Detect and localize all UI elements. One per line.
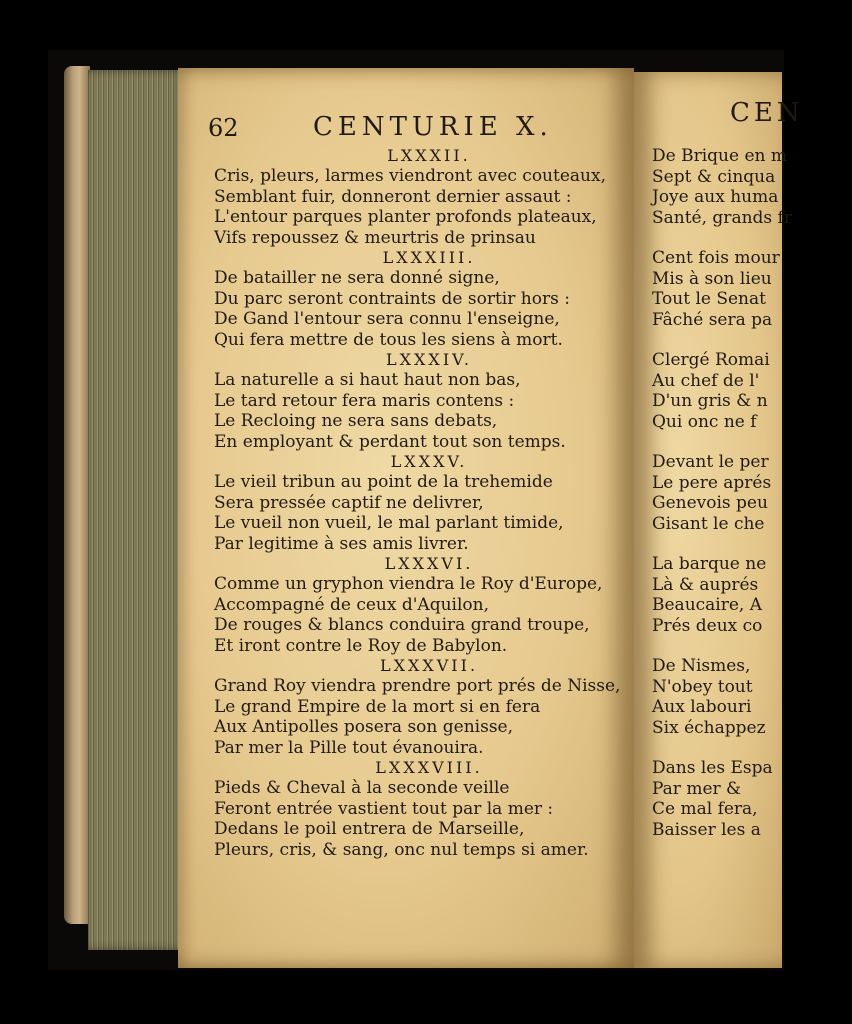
verse-line: La naturelle a si haut haut non bas, xyxy=(214,370,521,390)
book-spine xyxy=(64,66,90,924)
right-verse-line: Mis à son lieu xyxy=(652,268,772,289)
left-page-header xyxy=(208,112,628,148)
right-verse-line: De Brique en m xyxy=(652,146,787,166)
right-stanza xyxy=(652,350,852,432)
verse-line: Dedans le poil entrera de Marseille, xyxy=(214,819,525,839)
verse-line: De batailler ne sera donné signe, xyxy=(214,268,500,288)
quatrain-number: LXXXVIII. xyxy=(375,758,483,777)
right-verse-line: Dans les Espa xyxy=(652,758,773,778)
right-verse-line: Ce mal fera, xyxy=(652,799,758,819)
right-verse-line: Aux labouri xyxy=(652,697,752,717)
right-verse-line: Clergé Romai xyxy=(652,350,770,370)
quatrain xyxy=(214,248,624,350)
quatrain xyxy=(214,758,624,860)
verse-line: Pleurs, cris, & sang, onc nul temps si amer. xyxy=(214,839,589,860)
right-verse-line: Au chef de l' xyxy=(652,370,760,391)
verse-line: Et iront contre le Roy de Babylon. xyxy=(214,635,508,656)
right-verse-line: Sept & cinqua xyxy=(652,166,776,187)
quatrain xyxy=(214,146,624,248)
quatrain-number: LXXXVII. xyxy=(379,656,479,675)
right-stanza xyxy=(652,452,852,534)
right-verse-line: Par mer & xyxy=(652,778,742,799)
right-verse-line: Genevois peu xyxy=(652,493,768,513)
quatrain xyxy=(214,452,624,554)
right-verse-line: Gisant le che xyxy=(652,513,765,534)
quatrain-number: LXXXII. xyxy=(387,146,471,165)
right-stanza xyxy=(652,656,852,738)
verse-line: Le grand Empire de la mort si en fera xyxy=(214,696,541,717)
verse-line: Comme un gryphon viendra le Roy d'Europe, xyxy=(214,574,603,594)
stanza-gap xyxy=(652,636,852,656)
right-verse-list xyxy=(652,146,852,840)
right-verse-line: Qui onc ne f xyxy=(652,411,757,432)
verse-line: Par mer la Pille tout évanouira. xyxy=(214,737,484,758)
right-page xyxy=(634,72,804,968)
right-stanza xyxy=(652,248,852,330)
verse-line: De Gand l'entour sera connu l'enseigne, xyxy=(214,309,560,329)
right-verse-line: Fâché sera pa xyxy=(652,309,773,330)
quatrain xyxy=(214,554,624,656)
quatrain-number: LXXXVI. xyxy=(384,554,474,573)
verse-line: Aux Antipolles posera son genisse, xyxy=(214,717,514,737)
verse-line: Pieds & Cheval à la seconde veille xyxy=(214,778,510,798)
right-verse-line: Cent fois mour xyxy=(652,248,780,268)
verse-line: Le tard retour fera maris contens : xyxy=(214,390,515,411)
quatrain-list xyxy=(214,146,624,860)
right-verse-line: D'un gris & n xyxy=(652,391,768,411)
right-verse-line: Prés deux co xyxy=(652,615,763,636)
right-stanza xyxy=(652,554,852,636)
verse-line: Le Recloing ne sera sans debats, xyxy=(214,411,498,431)
verse-line: Accompagné de ceux d'Aquilon, xyxy=(214,594,489,615)
verse-line: Qui fera mettre de tous les siens à mort. xyxy=(214,329,563,350)
quatrain-number: LXXXV. xyxy=(390,452,468,471)
right-verse-line: De Nismes, xyxy=(652,656,751,676)
verse-line: Le vieil tribun au point de la trehemide xyxy=(214,472,553,492)
right-stanza xyxy=(652,146,852,228)
right-verse-line: Tout le Senat xyxy=(652,289,766,309)
right-running-head: CEN xyxy=(730,98,804,128)
right-verse-line: Santé, grands fr xyxy=(652,207,792,228)
quatrain xyxy=(214,350,624,452)
verse-line: Vifs repoussez & meurtris de prinsau xyxy=(214,227,536,248)
verse-line: L'entour parques planter profonds plateaux, xyxy=(214,207,597,227)
quatrain-number: LXXXIII. xyxy=(382,248,476,267)
right-verse-line: Le pere aprés xyxy=(652,472,772,493)
right-verse-line: N'obey tout xyxy=(652,676,753,697)
verse-line: Grand Roy viendra prendre port prés de Nisse, xyxy=(214,676,621,696)
verse-line: En employant & perdant tout son temps. xyxy=(214,431,566,452)
page-number: 62 xyxy=(208,114,239,142)
stanza-gap xyxy=(652,330,852,350)
quatrain-number: LXXXIV. xyxy=(386,350,472,369)
verse-line: Semblant fuir, donneront dernier assaut : xyxy=(214,186,572,207)
verse-line: Du parc seront contraints de sortir hors : xyxy=(214,288,570,309)
right-verse-line: Devant le per xyxy=(652,452,769,472)
right-verse-line: Joye aux huma xyxy=(652,187,779,207)
quatrain xyxy=(214,656,624,758)
right-verse-line: Six échappez xyxy=(652,717,766,738)
running-head: CENTURIE X. xyxy=(313,112,553,142)
verse-line: Sera pressée captif ne delivrer, xyxy=(214,492,484,513)
verse-line: Cris, pleurs, larmes viendront avec couteaux, xyxy=(214,166,606,186)
stanza-gap xyxy=(652,738,852,758)
right-verse-line: Beaucaire, A xyxy=(652,595,763,615)
right-stanza xyxy=(652,758,852,840)
stanza-gap xyxy=(652,432,852,452)
verse-line: Le vueil non vueil, le mal parlant timide, xyxy=(214,513,564,533)
stanza-gap xyxy=(652,534,852,554)
right-verse-line: La barque ne xyxy=(652,554,767,574)
verse-line: De rouges & blancs conduira grand troupe, xyxy=(214,615,590,635)
verse-line: Par legitime à ses amis livrer. xyxy=(214,533,469,554)
stanza-gap xyxy=(652,228,852,248)
verse-line: Feront entrée vastient tout par la mer : xyxy=(214,798,554,819)
right-verse-line: Baisser les a xyxy=(652,819,761,840)
right-verse-line: Là & auprés xyxy=(652,574,759,595)
page-edges xyxy=(88,70,188,950)
